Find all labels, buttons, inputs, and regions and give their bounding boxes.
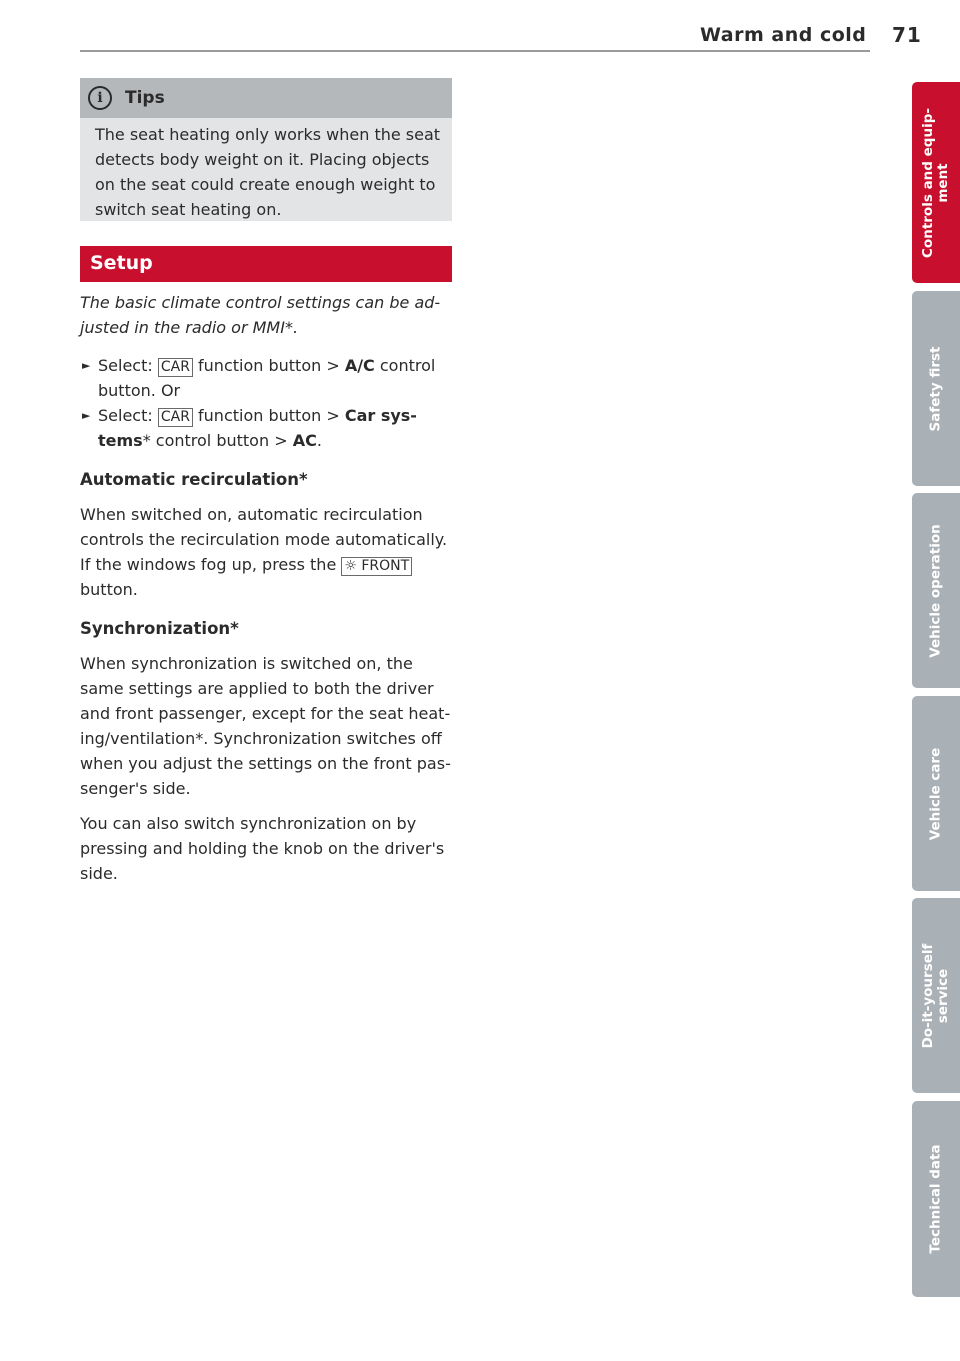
tips-line: The seat heating only works when the seat	[95, 125, 441, 144]
side-tab-label-line: Vehicle operation	[927, 523, 944, 658]
tips-header	[80, 78, 452, 118]
paragraph-line: ing/ventilation*. Synchronization switches off	[80, 729, 442, 748]
side-tab-label-line: Do-it-yourself	[920, 943, 936, 1048]
main-content	[80, 290, 455, 886]
step-text: Select:	[98, 406, 158, 425]
intro-line: The basic climate control settings can be ad-	[80, 293, 441, 312]
running-header-title: Warm and cold	[700, 24, 867, 46]
paragraph-line: You can also switch synchronization on by	[80, 814, 417, 833]
tips-line: on the seat could create enough weight to	[95, 175, 436, 194]
synchronization-paragraph-2	[80, 811, 455, 886]
paragraph-line: If the windows fog up, press the	[80, 555, 342, 574]
step-ac	[80, 353, 455, 403]
side-tab-label-line: Vehicle care	[927, 747, 944, 840]
bullet-arrow-icon: ►	[82, 409, 91, 422]
side-tab-label	[929, 747, 944, 840]
recirculation-paragraph	[80, 502, 455, 602]
setup-steps	[80, 353, 455, 453]
section-title: Setup	[90, 252, 153, 274]
side-tab-label-line: Safety first	[927, 346, 944, 431]
tips-title: Tips	[125, 88, 165, 108]
page-number: 71	[892, 23, 922, 47]
side-tab-label	[929, 346, 944, 431]
side-tab-vehicle-care[interactable]	[912, 696, 960, 891]
header-divider	[80, 50, 870, 52]
paragraph-line: button.	[80, 580, 138, 599]
side-tab-safety-first[interactable]	[912, 291, 960, 486]
info-icon: i	[88, 86, 112, 110]
bullet-arrow-icon: ►	[82, 359, 91, 372]
heading-automatic-recirculation: Automatic recirculation*	[80, 470, 308, 489]
side-tab-do-it-yourself-service[interactable]	[912, 898, 960, 1093]
side-tab-label	[921, 108, 951, 258]
paragraph-line: side.	[80, 864, 118, 883]
setup-intro	[80, 290, 455, 340]
step-text: .	[316, 431, 322, 450]
section-header-setup	[80, 246, 452, 282]
car-button-label: CAR	[158, 358, 193, 377]
ac-control-label: A/C	[344, 356, 375, 375]
tips-line: detects body weight on it. Placing objects	[95, 150, 430, 169]
front-defrost-button-label: ☼ FRONT	[341, 557, 412, 576]
tips-line: switch seat heating on.	[95, 200, 282, 219]
step-text: control	[374, 356, 436, 375]
step-text: Select:	[98, 356, 158, 375]
side-tab-controls-and-equipment[interactable]	[912, 82, 960, 283]
car-systems-label: Car sys-	[344, 406, 417, 425]
paragraph-line: same settings are applied to both the driver	[80, 679, 434, 698]
car-systems-label: tems	[98, 431, 143, 450]
paragraph-line: When synchronization is switched on, the	[80, 654, 413, 673]
paragraph-line: When switched on, automatic recirculation	[80, 505, 423, 524]
ac-label: AC	[292, 431, 317, 450]
paragraph-line: senger's side.	[80, 779, 191, 798]
side-tab-vehicle-operation[interactable]	[912, 493, 960, 688]
side-tab-label-line: service	[935, 968, 951, 1023]
step-car-systems	[80, 403, 455, 453]
car-button-label: CAR	[158, 408, 193, 427]
paragraph-line: pressing and holding the knob on the driver's	[80, 839, 445, 858]
side-tab-label-line: Controls and equip-	[920, 107, 936, 258]
step-text: * control button >	[142, 431, 293, 450]
synchronization-paragraph-1	[80, 651, 455, 801]
tips-box	[80, 78, 452, 221]
intro-line: justed in the radio or MMI*.	[80, 318, 299, 337]
paragraph-line: and front passenger, except for the seat heat-	[80, 704, 451, 723]
step-text: function button >	[192, 406, 345, 425]
paragraph-line: when you adjust the settings on the front pas-	[80, 754, 451, 773]
step-text: button. Or	[98, 381, 181, 400]
paragraph-line: controls the recirculation mode automatically.	[80, 530, 448, 549]
side-tab-label	[921, 943, 951, 1048]
side-tab-label-line: Technical data	[927, 1144, 944, 1254]
side-tab-label	[929, 524, 944, 657]
tips-text	[80, 118, 452, 222]
step-text: function button >	[192, 356, 345, 375]
heading-synchronization: Synchronization*	[80, 619, 239, 638]
side-tab-label	[929, 1144, 944, 1253]
side-tab-label-line: ment	[935, 162, 951, 203]
side-tab-technical-data[interactable]	[912, 1101, 960, 1297]
